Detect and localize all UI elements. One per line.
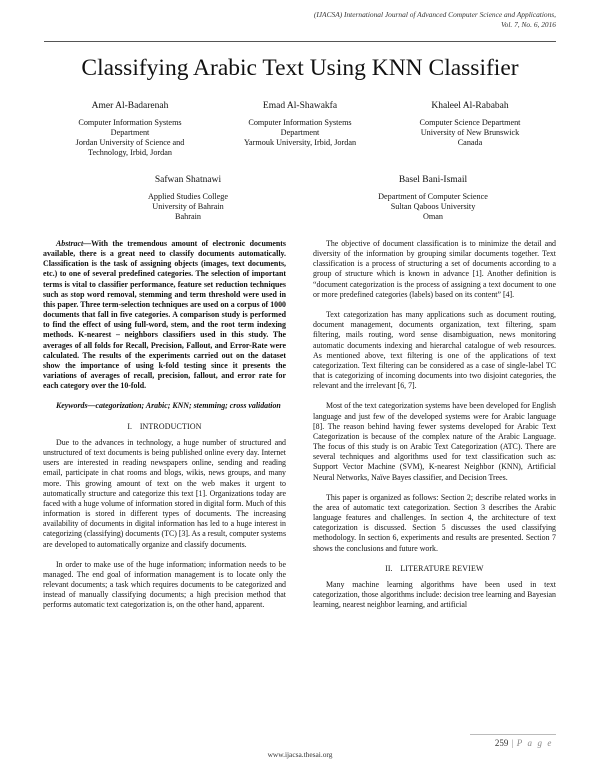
abstract-label: Abstract— bbox=[56, 239, 92, 248]
author-affiliation: University of Bahrain bbox=[152, 202, 224, 211]
author-affiliation: Computer Information Systems bbox=[78, 118, 182, 127]
section-heading-literature-review: II. LITERATURE REVIEW bbox=[385, 563, 484, 573]
author-affiliation: Computer Science Department bbox=[419, 118, 521, 127]
abstract-text: With the tremendous amount of electronic documents available, there is a great need to classify documents automatically. Classification is the task of assigning objects (images, text documents, etc.) to one of several predefined categories. The selection of important terms is vital to classifier performance, feature set reduction techniques such as stop word removal, stemming and term threshold were used in this paper. Three term-selection techniques are used on a corpus of 1000 documents that fall in five categories. A comparison study is performed to find the effect of using full-word, stem, and the root term indexing methods. K-nearest – neighbors classifiers used in this study. The averages of all folds for Recall, Precision, Fallout, and Error-Rate were calculated. The results of the experiments carried out on the dataset show the importance of using k-fold testing since it presents the variations of averages of recall, precision, fallout, and error rate for each category over the 10-fold. bbox=[43, 239, 286, 391]
keywords-label: Keywords— bbox=[56, 401, 96, 411]
page-number: 259 | P a g e bbox=[494, 738, 553, 748]
header-rule bbox=[44, 41, 556, 42]
journal-volume: Vol. 7, No. 6, 2016 bbox=[500, 19, 556, 29]
body-paragraph: Text categorization has many applications such as document routing, document management, documents organization, text filtering, spam filtering, mails routing, word sense disambiguation, news monitoring automatic documents indexing and hierarchal catalogue of web resources. As mentioned above, text filtering is one of the applications of text categorization. Text filtering can be considered as a case of single-label TC that is categorizing of incoming documents into two disjoint categories, the relevant and the irrelevant [6, 7]. bbox=[313, 310, 556, 391]
author-name: Safwan Shatnawi bbox=[154, 175, 222, 185]
author-affiliation: Department of Computer Science bbox=[378, 192, 488, 201]
author-affiliation: Yarmouk University, Irbid, Jordan bbox=[243, 138, 357, 147]
author-affiliation: Canada bbox=[457, 138, 483, 147]
author-block bbox=[358, 174, 508, 222]
author-block bbox=[58, 100, 202, 158]
author-affiliation: Department bbox=[110, 128, 150, 137]
author-name: Emad Al-Shawakfa bbox=[262, 101, 338, 111]
journal-name: (IJACSA) International Journal of Advanced Computer Science and Applications, bbox=[313, 10, 556, 19]
section-heading-introduction: I. INTRODUCTION bbox=[127, 421, 202, 431]
body-paragraph: Many machine learning algorithms have been used in text categorization, those algorithms include: decision tree learning and Bayesian learning, nearest neighbor learning, and artificial bbox=[313, 580, 556, 610]
abstract bbox=[43, 239, 286, 391]
body-paragraph: The objective of document classification is to minimize the detail and diversity of the information by grouping similar documents together. Text classification is a process of structuring a set of documents according to a group of structure which is known in advance [1]. Another definition is “document categorization is the process of assigning a text document to one or more predefined categories (labels) based on its content” [4]. bbox=[313, 239, 556, 299]
author-name: Khaleel Al-Rababah bbox=[431, 101, 509, 111]
author-affiliation: Sultan Qaboos University bbox=[390, 202, 476, 211]
author-block bbox=[398, 100, 542, 148]
author-name: Basel Bani-Ismail bbox=[398, 175, 468, 185]
author-affiliation: Technology, Irbid, Jordan bbox=[88, 148, 172, 157]
author-affiliation: Oman bbox=[422, 212, 443, 221]
author-affiliation: Department bbox=[280, 128, 320, 137]
footer-rule bbox=[470, 734, 556, 735]
keywords-text: categorization; Arabic; KNN; stemming; cross validation bbox=[95, 401, 281, 411]
footer-url: www.ijacsa.thesai.org bbox=[267, 750, 333, 759]
author-affiliation: Computer Information Systems bbox=[248, 118, 352, 127]
keywords bbox=[43, 401, 286, 411]
body-paragraph: This paper is organized as follows: Section 2; describe related works in the area of automatic text categorization. Section 3 describes the Arabic language features and challenges. In section 4, the architecture of text categorization is discussed. Section 5 discusses the used classifying methodology. In section 6, experiments and results are presented. Section 7 shows the conclusions and future work. bbox=[313, 492, 556, 553]
paper-title: Classifying Arabic Text Using KNN Classifier bbox=[81, 55, 519, 81]
journal-header bbox=[196, 10, 556, 29]
right-column bbox=[313, 239, 556, 621]
body-paragraph: Due to the advances in technology, a huge number of structured and unstructured of text documents is being published online every day. Internet users are interested in reading newspapers online, sending and reading email, participate in chat rooms and blogs, wikis, news groups, and many more. This growing amount of text on the web makes it urgent to automatically structure and categorize this text [1]. Organizations today are faced with a huge volume of information stored in digital form. Much of this information is stored in different types of documents. The increasing availability of documents in digital information has led to a huge interest in categorizing (classifying) documents (TC) [3]. As a result, computer systems are developed to automatically organize and classify documents. bbox=[43, 437, 287, 549]
author-affiliation: Applied Studies College bbox=[147, 192, 229, 201]
author-affiliation: Bahrain bbox=[175, 212, 201, 221]
body-paragraph: Most of the text categorization systems have been developed for English language and just few of the developed systems were for Arabic language [8]. The reason behind having fewer systems developed for Arabic Text Categorization is because of the complex nature of the Arabic Language. The focus of this study is on Arabic Text Categorization (ATC). There are several techniques and algorithms used for text classification such as: Support Vector Machine (SVM), K-nearest Neighbor (KNN), Artificial Neural Networks, Naïve Bayes classifier, and Decision Trees. bbox=[313, 401, 556, 482]
author-affiliation: Jordan University of Science and bbox=[75, 138, 185, 147]
author-name: Amer Al-Badarenah bbox=[91, 101, 169, 111]
author-affiliation: University of New Brunswick bbox=[420, 128, 520, 137]
author-block bbox=[118, 174, 258, 222]
left-column bbox=[43, 239, 286, 621]
body-paragraph: In order to make use of the huge information; information needs to be managed. The end goal of information management is to locate only the relevant documents; a task which requires documents to be categorized and instead of manually classifying documents; a high precision method that performs automatic text categorization is, on the other hand, apparent. bbox=[43, 559, 286, 610]
author-block bbox=[228, 100, 372, 148]
